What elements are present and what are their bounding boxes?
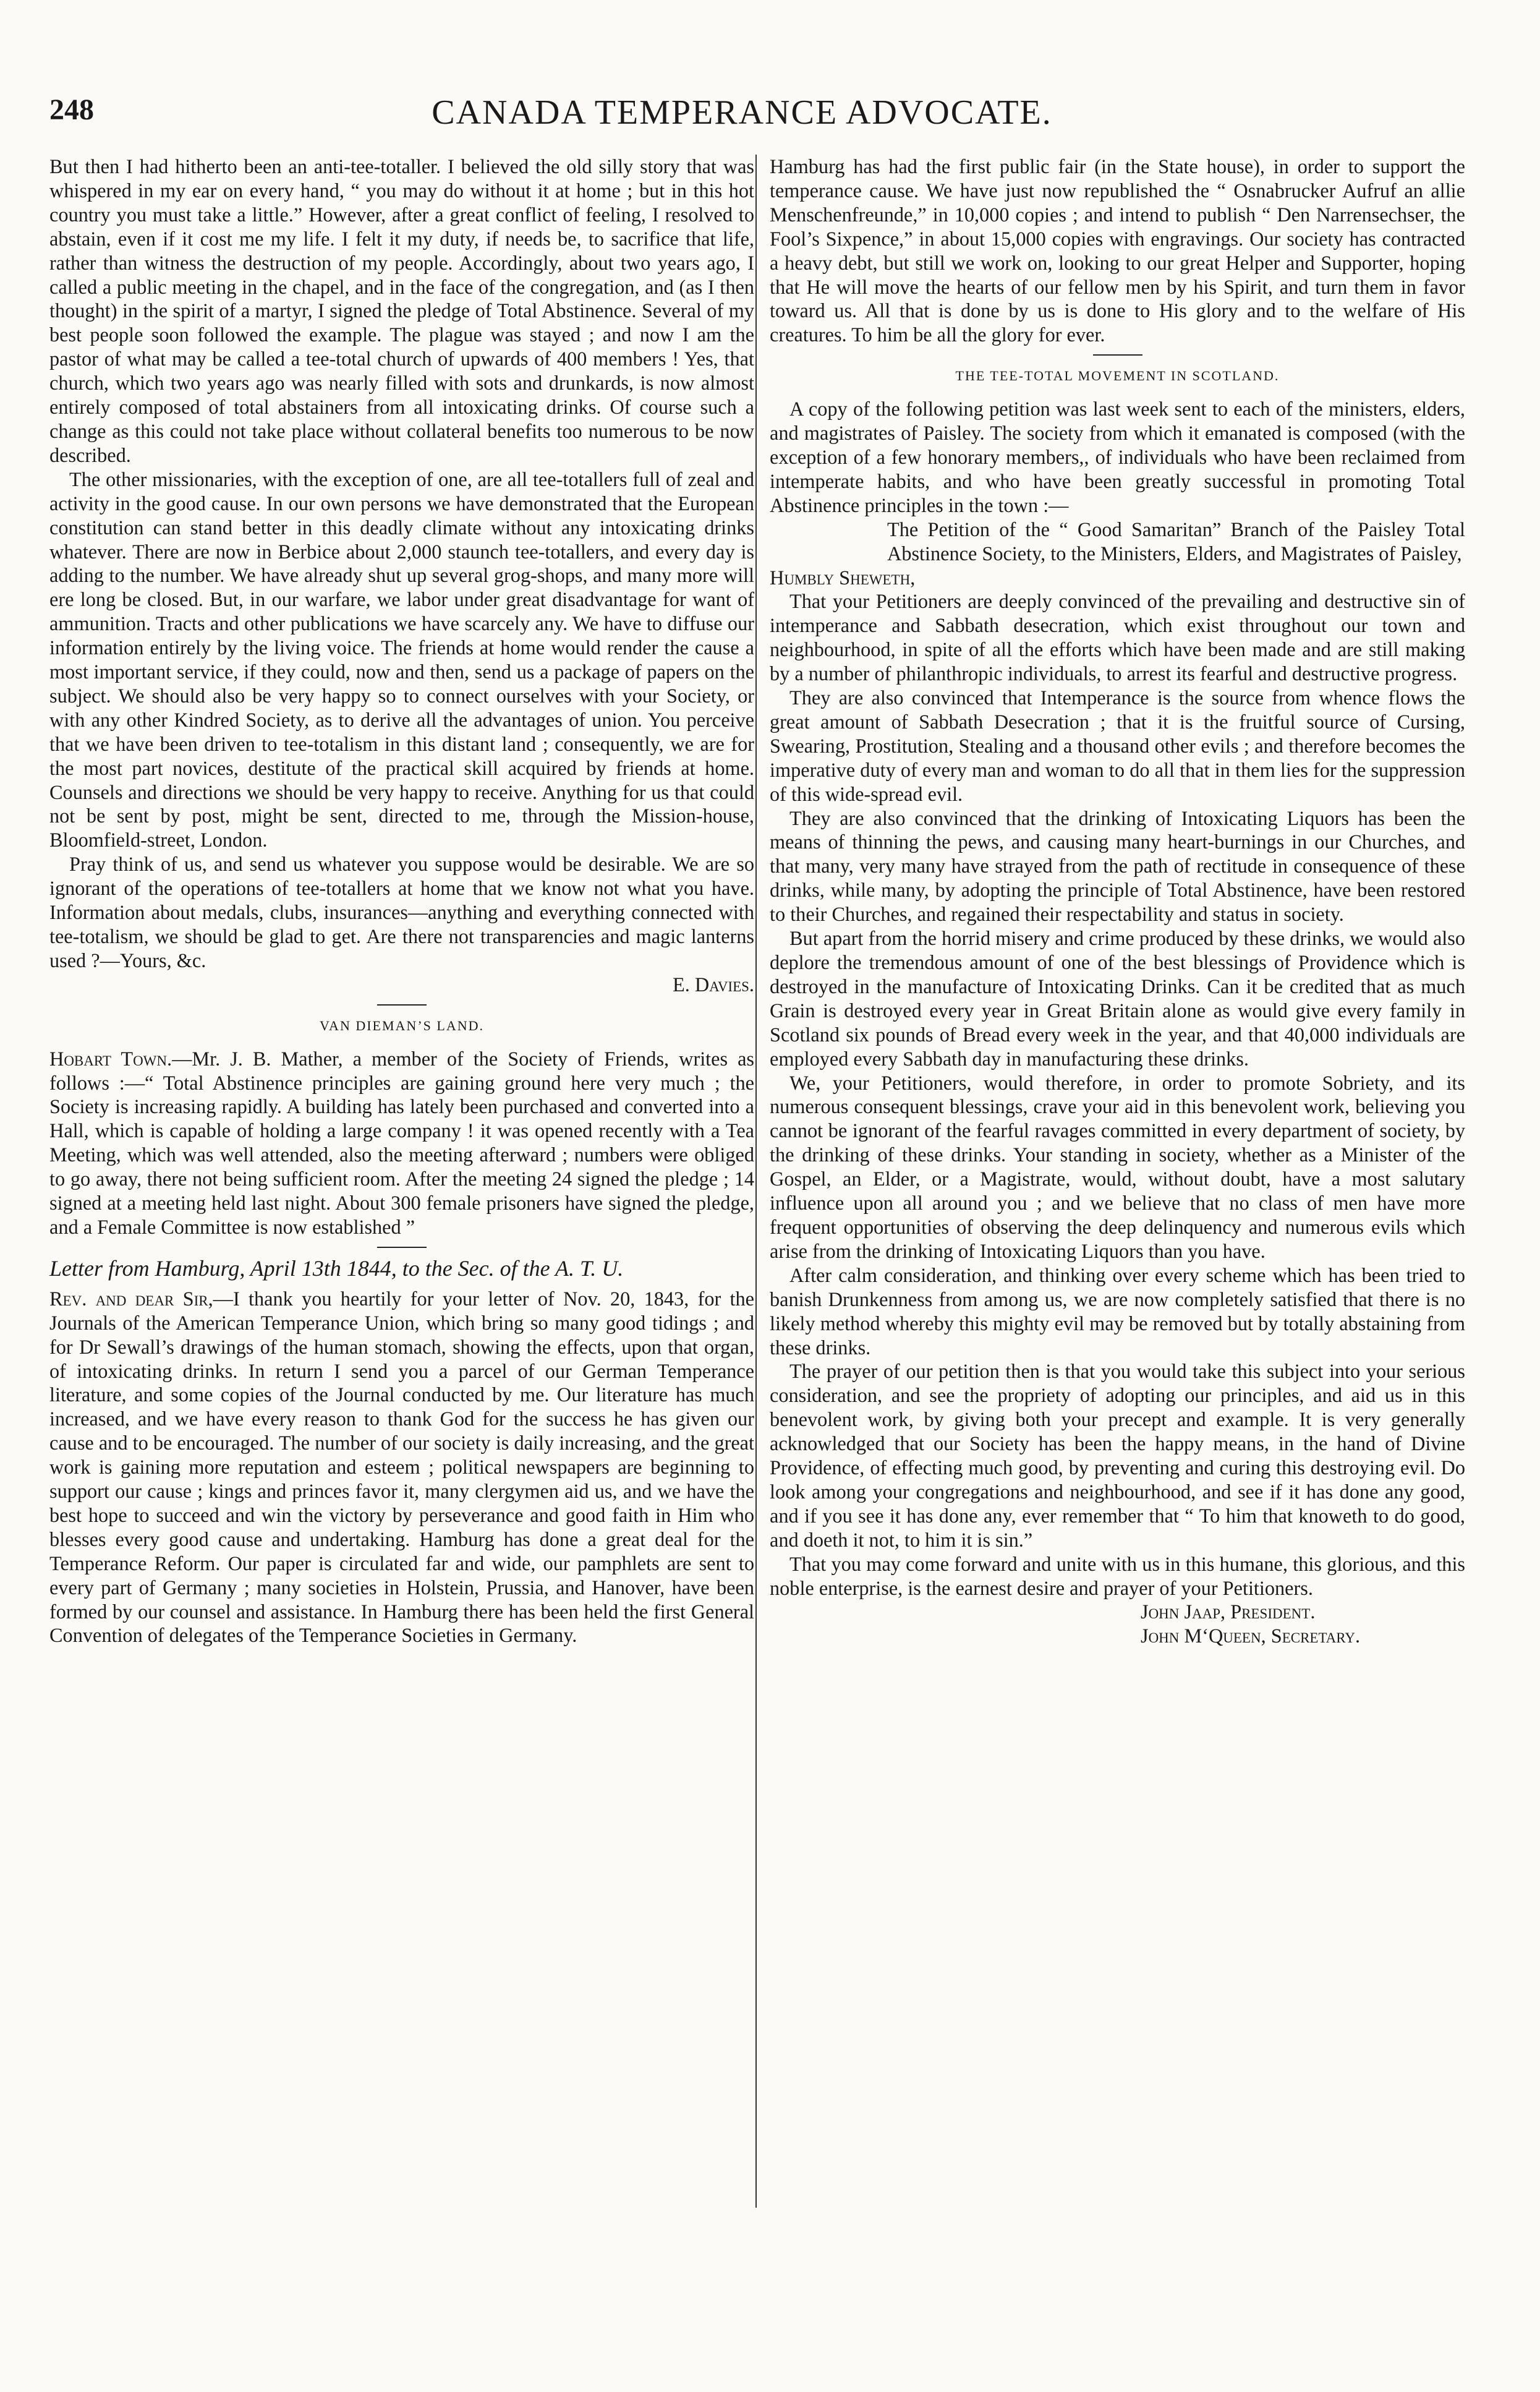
paragraph: That you may come forward and unite with us in this humane, this glorious, and this noble enterprise, is the earnest desire and prayer of your Petitioners. bbox=[770, 1552, 1465, 1599]
section-heading: THE TEE-TOTAL MOVEMENT IN SCOTLAND. bbox=[955, 368, 1280, 384]
paragraph bbox=[49, 1287, 754, 1648]
page-header bbox=[49, 93, 1434, 142]
paragraph: But apart from the horrid misery and crime produced by these drinks, we would also deplore the tremendous amount of one of the best blessings of Providence which is destroyed in the manufacture of Intoxicating Drinks. Can it be credited that as much Grain is destroyed every year in Great Britain alone as would give every family in Scotland six pounds of Bread every week in the year, and that 40,000 individuals are employed every Sabbath day in manufacturing these drinks. bbox=[770, 927, 1465, 1070]
divider bbox=[1093, 354, 1142, 356]
paragraph: The other missionaries, with the exception of one, are all tee-totallers full of zeal and activity in the good cause. In our own persons we have demonstrated that the European constitution can stand better in this deadly climate without any intoxicating drinks whatever. There are now in Berbice about 2,000 staunch tee-totallers, and every day is adding to the number. We have already shut up several grog-shops, and many more will ere long be closed. But, in our warfare, we labor under great disadvantage for want of ammunition. Tracts and other publications we have scarcely any. We have to diffuse our information entirely by the living voice. The friends at home would render the cause a most important service, if they could, now and then, send us a package of papers on the subject. We should also be very happy so to connect ourselves with your Society, or with any other Kindred Society, as to derive all the advantages of union. You perceive that we have been driven to tee-totalism in this distant land ; consequently, we are for the most part novices, destitute of the practical skill acquired by friends at home. Counsels and directions we should be very happy to receive. Anything for us that could not be sent by post, might be sent, directed to me, through the Mission-house, Bloomfield-street, London. bbox=[49, 468, 754, 852]
salutation: Rev. and dear Sir, bbox=[49, 1287, 213, 1310]
petition-title: The Petition of the “ Good Samaritan” Branch of the Paisley Total Abstinence Society, to the Ministers, Elders, and Magistrates of Paisley, bbox=[887, 518, 1465, 565]
paragraph-text: Pray think of us, and send us whatever you suppose would be desirable. We are so ignorant of the operations of tee-totallers at home that we know not what you have. Information about medals, clubs, insurances—anything and everything connected with tee-totalism, we should be glad to get. Are there not transparencies and magic lanterns used ?—Yours, &c. bbox=[49, 853, 754, 972]
signature-secretary: John M‘Queen, Secretary. bbox=[1141, 1625, 1361, 1647]
paragraph: A copy of the following petition was last week sent to each of the ministers, elders, and magistrates of Paisley. The society from which it emanated is composed (with the exception of a few honorary members,, of individuals who have been reclaimed from intemperate habits, and who have been greatly successful in promoting Total Abstinence principles in the town :— bbox=[770, 398, 1465, 516]
divider bbox=[377, 1004, 427, 1006]
petition-opening: Humbly Sheweth, bbox=[770, 566, 916, 589]
page-number: 248 bbox=[49, 93, 94, 126]
letter-heading: Letter from Hamburg, April 13th 1844, to the Sec. of the A. T. U. bbox=[49, 1255, 624, 1281]
paragraph: But then I had hitherto been an anti-tee-totaller. I believed the old silly story that was whispered in my ear on every hand, “ you may do without it at home ; but in this hot country you must take a little.” However, after a great conflict of feeling, I resolved to abstain, even if it cost me my life. I felt it my duty, if needs be, to sacrifice that life, rather than witness the destruction of my people. Accordingly, about two years ago, I called a public meeting in the chapel, and in the face of the congregation, and (as I then thought) in the spirit of a martyr, I signed the pledge of Total Abstinence. Several of my best people soon followed the example. The plague was stayed ; and now I am the pastor of what may be called a tee-total church of upwards of 400 members ! Yes, that church, which two years ago was nearly filled with sots and drunkards, is now almost entirely composed of total abstainers from all intoxicating drinks. Of course such a change as this could not take place without collateral benefits too numerous to be now described. bbox=[49, 155, 754, 466]
left-column bbox=[49, 155, 754, 1647]
paragraph bbox=[49, 1047, 754, 1239]
paragraph-text: —I thank you heartily for your letter of Nov. 20, 1843, for the Journals of the American Temperance Union, which bring so many good tidings ; and for Dr Sewall’s drawings of the human stomach, showing the effects, upon that organ, of intoxicating drinks. In return I send you a parcel of our German Temperance literature, and some copies of the Journal conducted by me. Our literature has much increased, and we have every reason to thank God for the success he has given our cause and to be encouraged. The number of our society is daily increasing, and the great work is gaining more reputation and esteem ; political newspapers are beginning to support our cause ; kings and princes favor it, many clergymen aid us, and we have the best hope to succeed and win the victory by perseverance and good faith in Him who blesses every good cause and undertaking. Hamburg has done a great deal for the Temperance Reform. Our paper is circulated far and wide, our pamphlets are sent to every part of Germany ; many societies in Holstein, Prussia, and Hanover, have been formed by our counsel and assistance. In Hamburg there has been held the first General Convention of delegates of the Temperance Societies in Germany. bbox=[49, 1287, 754, 1647]
signature: E. Davies. bbox=[672, 973, 754, 996]
paragraph: They are also convinced that the drinking of Intoxicating Liquors has been the means of thinning the pews, and causing many heart-burnings in our Churches, and that many, very many have strayed from the path of rectitude in consequence of these drinks, while many, by adopting the principle of Total Abstinence, have been restored to their Churches, and regained their respectability and status in society. bbox=[770, 806, 1465, 926]
paragraph-text: —Mr. J. B. Mather, a member of the Society of Friends, writes as follows :—“ Total Abstinence principles are gaining ground here very much ; the Society is increasing rapidly. A building has lately been purchased and converted into a Hall, which is capable of holding a large company ! it was opened recently with a Tea Meeting, which was well attended, also the meeting afterward ; numbers were obliged to go away, there not being sufficient room. After the meeting 24 signed the pledge ; 14 signed at a meeting held last night. About 300 female prisoners have signed the pledge, and a Female Committee is now established ” bbox=[49, 1047, 755, 1238]
right-column bbox=[770, 155, 1465, 1648]
section-heading: VAN DIEMAN’S LAND. bbox=[320, 1017, 484, 1033]
paragraph: The prayer of our petition then is that you would take this subject into your serious consideration, and see the propriety of adopting our principles, and aid us in this benevolent work, by giving both your precept and example. It is very generally acknowledged that our Society has been the happy means, in the hand of Divine Providence, of effecting much good, by preventing and curing this destroying evil. Do look among your congregations and neighbourhood, and see if it has done any good, and if you see it has done any, ever remember that “ To him that knoweth to do good, and doeth it not, to him it is sin.” bbox=[770, 1360, 1465, 1551]
lead-in: Hobart Town. bbox=[49, 1047, 172, 1070]
divider bbox=[377, 1247, 427, 1248]
paragraph bbox=[49, 852, 754, 973]
paragraph: They are also convinced that Intemperance is the source from whence flows the great amount of Sabbath Desecration ; that it is the fruitful source of Cursing, Swearing, Prostitution, Stealing and a thousand other evils ; and therefore becomes the imperative duty of every man and woman to do all that in them lies for the suppression of this wide-spread evil. bbox=[770, 686, 1465, 805]
paragraph: After calm consideration, and thinking over every scheme which has been tried to banish Drunkenness from among us, we are now completely satisfied that there is no likely method whereby this mighty evil may be removed but by totally abstaining from these drinks. bbox=[770, 1263, 1465, 1359]
column-divider bbox=[755, 155, 757, 2208]
signature-president: John Jaap, President. bbox=[1141, 1600, 1316, 1623]
paragraph: Hamburg has had the first public fair (in the State house), in order to support the temperance cause. We have just now republished the “ Osnabrucker Aufruf an allie Menschenfreunde,” in 10,000 copies ; and intend to publish “ Den Narrensechser, the Fool’s Sixpence,” in about 15,000 copies with engravings. Our society has contracted a heavy debt, but still we work on, looking to our great Helper and Supporter, hoping that He will move the hearts of our fellow men by his Spirit, and turn them in favor toward us. All that is done by us is done to His glory and to the welfare of His creatures. To him be all the glory for ever. bbox=[770, 155, 1465, 346]
paragraph: That your Petitioners are deeply convinced of the prevailing and destructive sin of intemperance and Sabbath desecration, which exist throughout our town and neighbourhood, in spite of all the efforts which have been made and are still making by a number of philanthropic individuals, to arrest its fearful and destructive progress. bbox=[770, 590, 1465, 685]
paragraph: We, your Petitioners, would therefore, in order to promote Sobriety, and its numerous consequent blessings, crave your aid in this benevolent work, believing you cannot be ignorant of the fearful ravages committed in every department of society, by the drinking of these drinks. Your standing in society, whether as a Minister of the Gospel, an Elder, or a Magistrate, would, without doubt, have a most salutary influence upon all around you ; and we believe that no class of men have more frequent opportunities of observing the deep delinquency and numerous evils which arise from the drinking of Intoxicating Liquors than you have. bbox=[770, 1071, 1465, 1262]
running-title: CANADA TEMPERANCE ADVOCATE. bbox=[432, 93, 1052, 132]
